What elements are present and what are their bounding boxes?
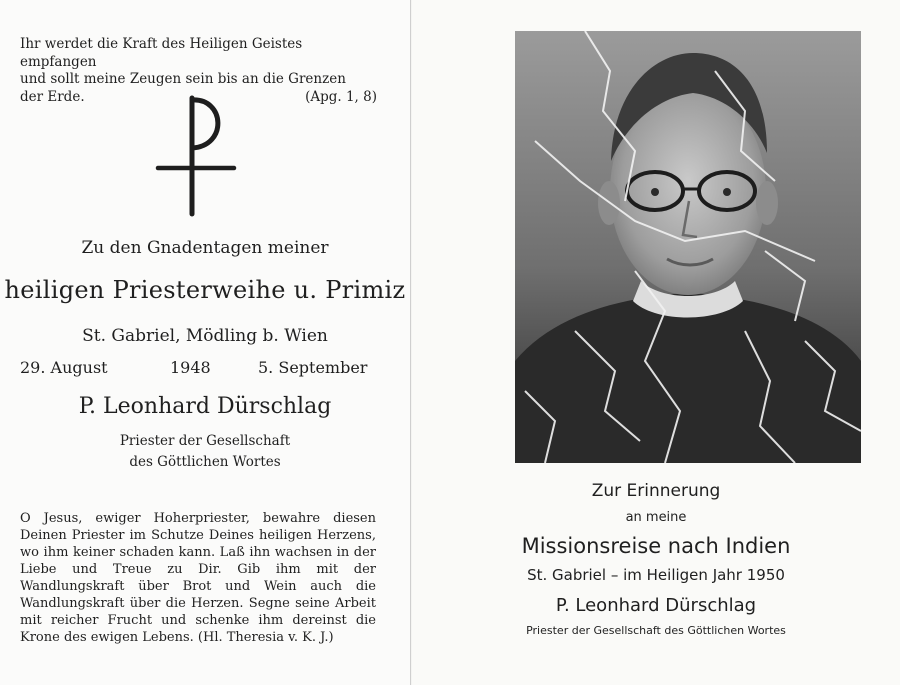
society-line-2: des Göttlichen Wortes bbox=[129, 454, 281, 470]
mission-trip-title: Missionsreise nach Indien bbox=[521, 534, 791, 558]
ordination-date: 29. August bbox=[20, 358, 108, 377]
verse-reference: (Apg. 1, 8) bbox=[305, 88, 377, 105]
priest-name-right: P. Leonhard Dürschlag bbox=[555, 595, 757, 616]
place-year-text: St. Gabriel – im Heiligen Jahr 1950 bbox=[527, 566, 785, 584]
year-text: 1948 bbox=[170, 358, 211, 377]
verse-line: der Erde. bbox=[20, 88, 85, 105]
an-meine-text: an meine bbox=[625, 510, 687, 525]
ordination-title: heiligen Priesterweihe u. Primiz bbox=[4, 276, 406, 304]
memory-heading: Zur Erinnerung bbox=[591, 481, 721, 501]
society-line-1: Priester der Gesellschaft bbox=[119, 433, 291, 449]
verse-line: und sollt meine Zeugen sein bis an die Grenzen bbox=[20, 71, 346, 87]
verse-line: Ihr werdet die Kraft des Heiligen Geistes empfangen bbox=[20, 36, 303, 70]
occasion-text: Zu den Gnadentagen meiner bbox=[81, 238, 329, 258]
place-text: St. Gabriel, Mödling b. Wien bbox=[82, 326, 328, 346]
priest-name: P. Leonhard Dürschlag bbox=[78, 394, 332, 419]
portrait-photo bbox=[515, 31, 861, 463]
chi-rho-icon bbox=[150, 88, 240, 220]
society-right: Priester der Gesellschaft des Göttlichen Wortes bbox=[526, 624, 786, 637]
left-card-panel bbox=[0, 0, 411, 685]
primiz-date: 5. September bbox=[258, 358, 368, 377]
right-card-panel bbox=[412, 0, 900, 685]
prayer-text: O Jesus, ewiger Hoherpriester, bewahre diesen Deinen Priester im Schutze Deines heiligen Herzens, wo ihm keiner schaden kann. Laß ihn wachsen in der Liebe und Treue zu Dir. Gib ihm mit der Wandlungskraft über Brot und Wein auch die Wandlungskraft über die Herzen. Segne seine Arbeit mit reicher Frucht und schenke ihm dereinst die Krone des ewigen Lebens. (Hl. Theresia v. K. J.) bbox=[20, 511, 376, 645]
